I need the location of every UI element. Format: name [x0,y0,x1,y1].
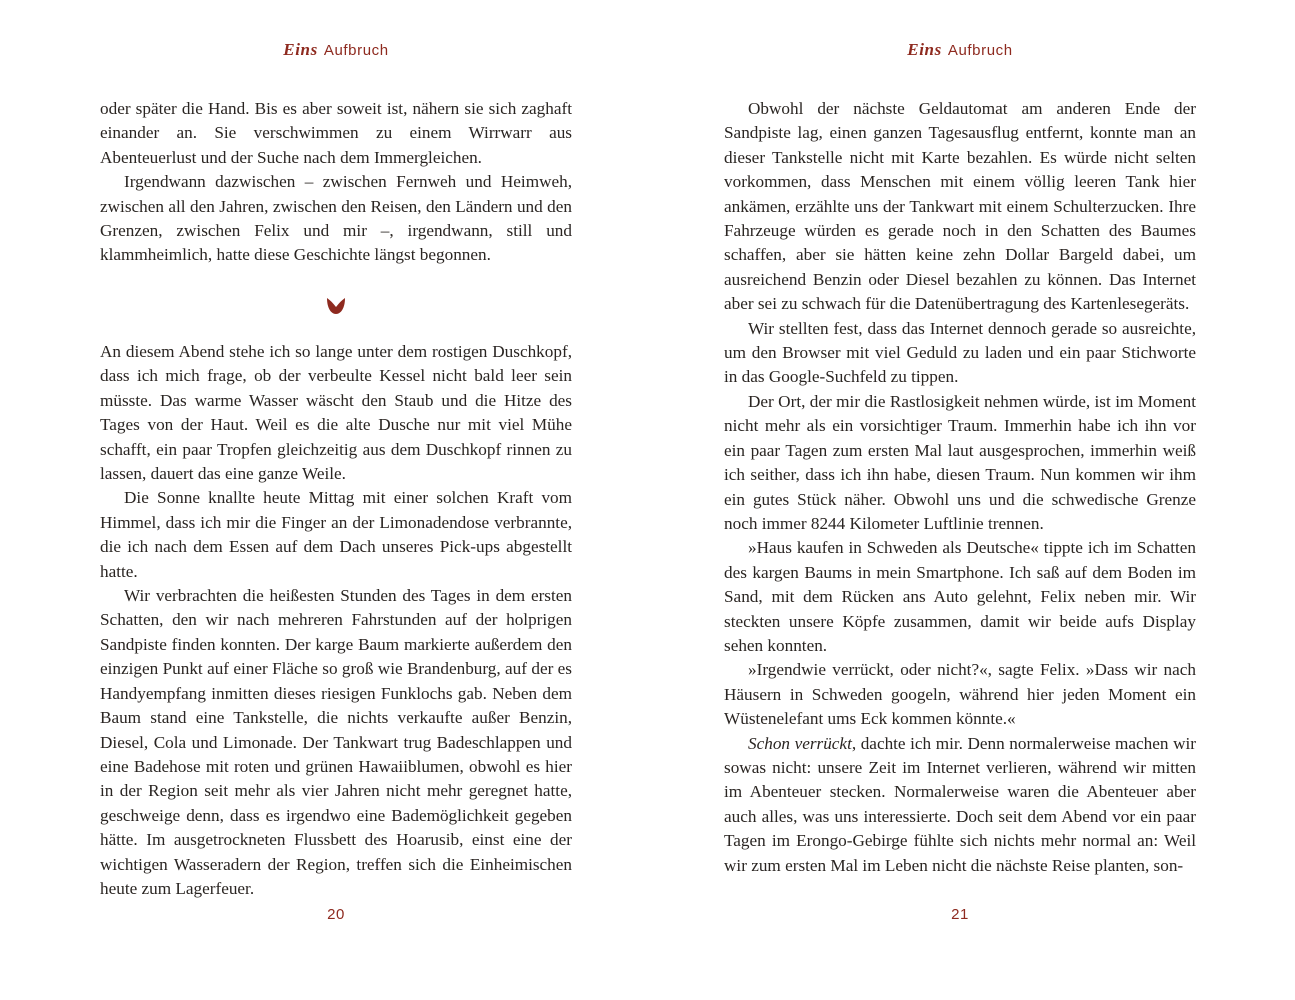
paragraph: An diesem Abend stehe ich so lange unter dem rostigen Duschkopf, dass ich mich frage, ob der verbeulte Kessel nicht bald leer sein müsste. Das warme Wasser wäscht den Staub und die Hitze des Tages von der Haut. Weil es die alte Dusche nur mit viel Mühe schafft, ein paar Tropfen gleichzeitig aus dem Duschkopf rinnen zu lassen, dauert das eine ganze Weile. [100,342,572,484]
text-block-top [100,97,572,268]
paragraph: Der Ort, der mir die Rastlosigkeit nehmen würde, ist im Moment nicht mehr als ein vorsichtiger Traum. Immerhin habe ich ihn vor ein paar Tagen zum ersten Mal laut ausgesprochen, immerhin weiß ich seither, dass ich ihn habe, diesen Traum. Nun kommen wir ihm ein gutes Stück näher. Obwohl uns und die schwedische Grenze noch immer 8244 Kilometer Luftlinie trennen. [724,391,1196,533]
paragraph: Wir verbrachten die heißesten Stunden des Tages in dem ersten Schatten, den wir nach mehreren Fahrstunden auf der holprigen Sandpiste finden konnten. Der karge Baum markierte außerdem den einzigen Punkt auf einer Fläche so groß wie Brandenburg, auf der es Handyempfang inmitten dieses riesigen Funklochs gab. Neben dem Baum stand eine Tankstelle, die nichts verkaufte außer Benzin, Diesel, Cola und Limonade. Der Tankwart trug Badeschlappen und eine Badehose mit roten und grünen Hawaiiblumen, obwohl es hier in der Region seit mehr als vier Jahren nicht mehr geregnet hatte, geschweige denn, dass es irgendwo eine Bademöglichkeit gegeben hätte. Im ausgetrockneten Flussbett des Hoarusib, einst eine der wichtigen Wasseradern der Region, treffen sich die Einheimischen heute zum Lagerfeuer. [100,586,572,898]
paragraph: Wir stellten fest, dass das Internet dennoch gerade so ausreichte, um den Browser mit viel Geduld zu laden und ein paar Stichworte in das Google-Suchfeld zu tippen. [724,318,1196,387]
running-head-right [724,40,1196,60]
chapter-title: Aufbruch [323,42,389,59]
chapter-number: Eins [907,40,942,59]
paragraph: Die Sonne knallte heute Mittag mit einer solchen Kraft vom Himmel, dass ich mir die Finger an der Limonadendose verbrannte, die ich nach dem Essen auf dem Dach unseres Pick-ups abgestellt hatte. [100,488,572,581]
text-block-bottom [100,340,572,901]
paragraph: »Irgendwie verrückt, oder nicht?«, sagte Felix. »Dass wir nach Häusern in Schweden googeln, während hier jeden Moment ein Wüstenelefant ums Eck kommen könnte.« [724,660,1196,729]
paragraph: »Haus kaufen in Schweden als Deutsche« tippte ich im Schatten des kargen Baums in mein Smartphone. Ich saß auf dem Boden im Sand, mit dem Rücken ans Auto gelehnt, Felix neben mir. Wir steckten unsere Köpfe zusammen, damit wir beide aufs Display sehen konnten. [724,538,1196,655]
paragraph-rest: , dachte ich mir. Denn normalerweise machen wir sowas nicht: unsere Zeit im Internet verlieren, während wir mitten im Abenteuer stecken. Normalerweise waren die Abenteuer aber auch alles, was uns interessierte. Doch seit dem Abend vor ein paar Tagen im Erongo-Gebirge fühlte sich nichts mehr normal an: Weil wir zum ersten Mal im Leben nicht die nächste Reise planten, son- [724,733,1196,875]
page-number-right: 21 [951,906,969,923]
paragraph: Irgendwann dazwischen – zwischen Fernweh und Heimweh, zwischen all den Jahren, zwischen den Reisen, den Ländern und den Grenzen, zwischen Felix und mir –, irgendwann, still und klammheimlich, hatte diese Geschichte längst begonnen. [100,172,572,265]
tulip-ornament-icon [324,293,348,317]
running-head-left [100,40,572,60]
page-number-left: 20 [327,906,345,923]
paragraph: Obwohl der nächste Geldautomat am anderen Ende der Sandpiste lag, einen ganzen Tagesausflug entfernt, konnte man an dieser Tankstelle nicht mit Karte bezahlen. Es würde nicht selten vorkommen, dass Menschen mit einem völlig leeren Tank hier ankämen, erzählte uns der Tankwart mit einem Schulterzucken. Ihre Fahrzeuge würden es gerade noch in den Schatten des Baumes schaffen, aber sie hätten keine zehn Dollar Bargeld dabei, um ausreichend Benzin oder Diesel bezahlen zu können. Das Internet aber sei zu schwach für die Datenübertragung des Kartenlesegeräts. [724,99,1196,314]
right-page [724,0,1196,1000]
paragraph-last [724,732,1196,878]
chapter-number: Eins [283,40,318,59]
left-page [100,0,572,1000]
text-block [724,97,1196,878]
paragraph: oder später die Hand. Bis es aber soweit ist, nähern sie sich zaghaft einander an. Sie verschwimmen zu einem Wirrwarr aus Abenteuerlust und der Suche nach dem Immergleichen. [100,99,572,167]
chapter-title: Aufbruch [947,42,1013,59]
italic-lead: Schon verrückt [748,733,852,753]
